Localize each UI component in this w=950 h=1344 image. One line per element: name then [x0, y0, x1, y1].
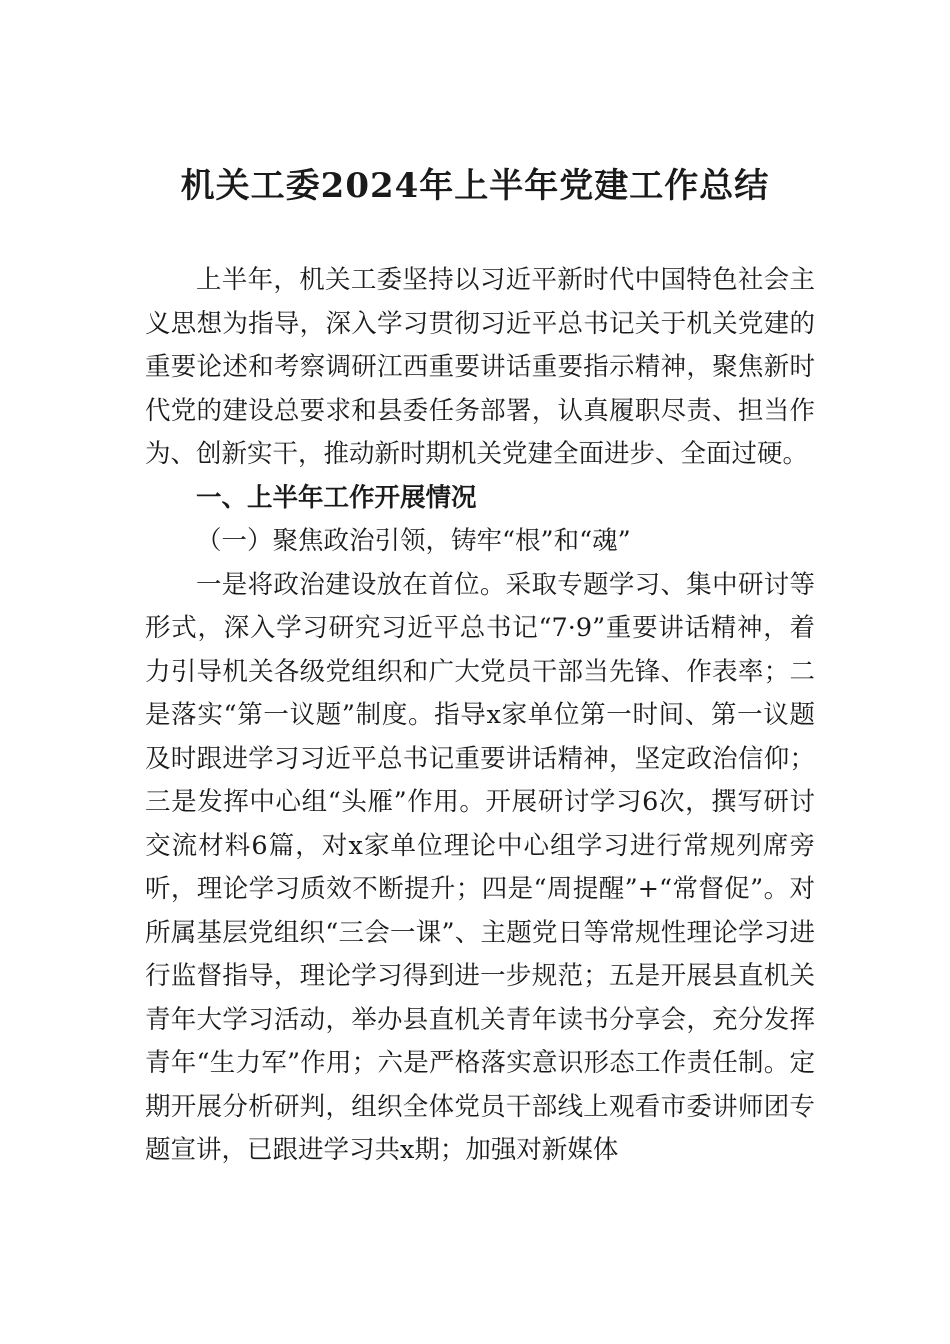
- subsection-heading-1: （一）聚焦政治引领，铸牢“根”和“魂”: [196, 526, 631, 556]
- document-body: [145, 259, 815, 1173]
- body-paragraph: 一是将政治建设放在首位。采取专题学习、集中研讨等形式，深入学习研究习近平总书记“7·9”重要讲话精神，着力引导机关各级党组织和广大党员干部当先锋、作表率；二是落实“第一议题”制度。指导x家单位第一时间、第一议题及时跟进学习习近平总书记重要讲话精神，坚定政治信仰；三是发挥中心组“头雁”作用。开展研讨学习6次，撰写研讨交流材料6篇，对x家单位理论中心组学习进行常规列席旁听，理论学习质效不断提升；四是“周提醒”+“常督促”。对所属基层党组织“三会一课”、主题党日等常规性理论学习进行监督指导，理论学习得到进一步规范；五是开展县直机关青年大学习活动，举办县直机关青年读书分享会，充分发挥青年“生力军”作用；六是严格落实意识形态工作责任制。定期开展分析研判，组织全体党员干部线上观看市委讲师团专题宣讲，已跟进学习共x期；加强对新媒体: [145, 569, 815, 1165]
- section-heading-1: 一、上半年工作开展情况: [196, 482, 477, 513]
- document-title: 机关工委2024年上半年党建工作总结: [180, 166, 770, 206]
- intro-paragraph: 上半年，机关工委坚持以习近平新时代中国特色社会主义思想为指导，深入学习贯彻习近平总书记关于机关党建的重要论述和考察调研江西重要讲话重要指示精神，聚焦新时代党的建设总要求和县委任务部署，认真履职尽责、担当作为、创新实干，推动新时期机关党建全面进步、全面过硬。: [145, 265, 815, 469]
